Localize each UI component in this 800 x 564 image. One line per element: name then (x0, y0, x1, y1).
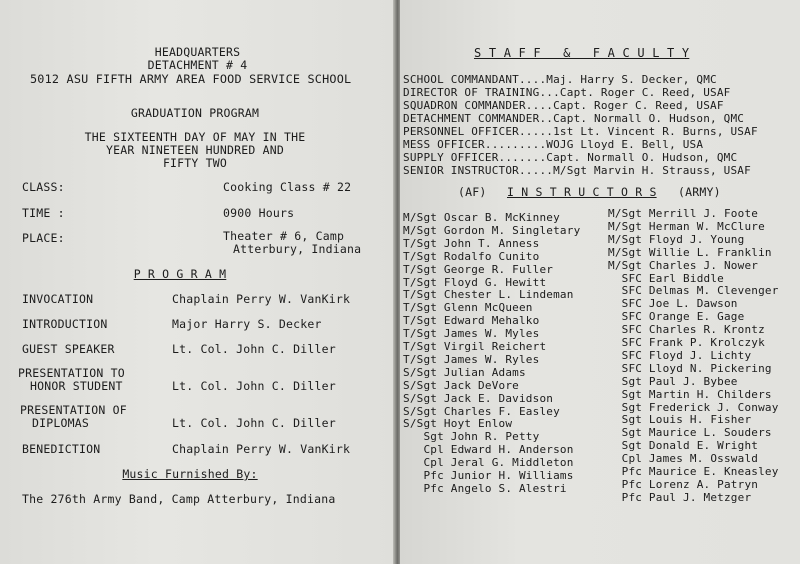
time-label: TIME : (22, 206, 65, 220)
instructor-entry: S/Sgt Charles F. Easley (403, 404, 560, 418)
date-line: THE SIXTEENTH DAY OF MAY IN THE (84, 130, 306, 144)
staff-line: SENIOR INSTRUCTOR.....M/Sgt Marvin H. Strauss, USAF (403, 164, 751, 177)
instructor-entry: S/Sgt Jack E. Davidson (403, 391, 554, 405)
date-line: FIFTY TWO (162, 156, 228, 170)
instructor-entry: SFC Charles R. Krontz (608, 323, 765, 337)
instructor-entry: SFC Delmas M. Clevenger (608, 284, 779, 298)
program-item: HONOR STUDENT (30, 379, 123, 393)
instructor-entry: SFC Frank P. Krolczyk (608, 336, 765, 349)
instructor-entry: Sgt Martin H. Childers (608, 387, 772, 401)
program-heading: P R O G R A M (133, 267, 227, 281)
staff-line: SCHOOL COMMANDANT....Maj. Harry S. Decker, QMC (403, 73, 717, 86)
instructor-entry: Pfc Angelo S. Alestri (403, 481, 567, 495)
instructor-entry: Sgt John R. Petty (403, 430, 540, 444)
staff-line: SQUADRON COMMANDER....Capt. Roger C. Reed, USAF (403, 99, 724, 112)
instructor-entry: M/Sgt Gordon M. Singletary (403, 223, 581, 237)
header-line: HEADQUARTERS (154, 45, 241, 59)
instructor-entry: T/Sgt Chester L. Lindeman (403, 288, 574, 302)
left-page (0, 0, 395, 564)
instructor-entry: SFC Orange E. Gage (608, 310, 745, 324)
instructor-entry: Pfc Junior H. Williams (403, 469, 574, 482)
program-person: Lt. Col. John C. Diller (172, 342, 336, 356)
instructor-entry: T/Sgt James W. Ryles (403, 352, 540, 366)
header-line: 5012 ASU FIFTH ARMY AREA FOOD SERVICE SCHOOL (30, 72, 352, 86)
instructor-entry: T/Sgt Edward Mehalko (403, 314, 540, 328)
instructors-heading: I N S T R U C T O R S (507, 185, 657, 199)
music-heading: Music Furnished By: (122, 467, 258, 481)
instructor-entry: T/Sgt John T. Anness (403, 236, 540, 250)
place-value: Theater # 6, Camp (223, 229, 345, 243)
class-value: Cooking Class # 22 (223, 180, 352, 194)
place-label: PLACE: (22, 231, 65, 245)
class-label: CLASS: (22, 180, 65, 194)
instructor-entry: Cpl James M. Osswald (608, 452, 759, 466)
instructor-entry: T/Sgt Floyd G. Hewitt (403, 275, 547, 289)
program-subtitle: GRADUATION PROGRAM (130, 106, 260, 120)
instructor-entry: Sgt Frederick J. Conway (608, 400, 779, 414)
program-person: Lt. Col. John C. Diller (172, 379, 336, 393)
header-line: DETACHMENT # 4 (147, 58, 248, 72)
program-person: Major Harry S. Decker (172, 317, 322, 331)
instructor-entry: Pfc Maurice E. Kneasley (608, 465, 779, 478)
place-value: Atterbury, Indiana (233, 242, 362, 256)
program-person: Chaplain Perry W. VanKirk (172, 442, 351, 456)
program-person: Chaplain Perry W. VanKirk (172, 292, 351, 306)
program-item: INVOCATION (22, 292, 94, 306)
instructor-entry: Cpl Jeral G. Middleton (403, 456, 574, 470)
instructor-entry: M/Sgt Merrill J. Foote (608, 207, 759, 220)
instructor-entry: T/Sgt Glenn McQueen (403, 301, 533, 315)
instructor-entry: SFC Earl Biddle (608, 271, 724, 285)
instructor-entry: SFC Joe L. Dawson (608, 297, 738, 311)
program-person: Lt. Col. John C. Diller (172, 416, 336, 430)
program-item: GUEST SPEAKER (22, 342, 115, 356)
time-value: 0900 Hours (223, 206, 295, 220)
army-tag: (ARMY) (678, 185, 721, 199)
instructor-entry: Sgt Donald E. Wright (608, 439, 759, 453)
instructor-entry: Sgt Paul J. Bybee (608, 374, 738, 388)
program-item: PRESENTATION OF (20, 403, 127, 417)
program-item: INTRODUCTION (22, 317, 108, 331)
instructor-entry: S/Sgt Jack DeVore (403, 378, 519, 392)
program-item: BENEDICTION (22, 442, 101, 456)
instructor-entry: T/Sgt James W. Myles (403, 327, 540, 341)
instructor-entry: Sgt Louis H. Fisher (608, 413, 752, 427)
staff-line: SUPPLY OFFICER.......Capt. Normall O. Hudson, QMC (403, 151, 738, 164)
instructor-entry: M/Sgt Willie L. Franklin (608, 245, 772, 259)
staff-heading: S T A F F & F A C U L T Y (474, 46, 690, 60)
instructor-entry: M/Sgt Charles J. Nower (608, 258, 759, 272)
date-line: YEAR NINETEEN HUNDRED AND (105, 143, 285, 157)
instructor-entry: M/Sgt Floyd J. Young (608, 232, 745, 246)
instructor-entry: S/Sgt Julian Adams (403, 365, 526, 379)
instructor-entry: T/Sgt George R. Fuller (403, 262, 554, 276)
instructor-entry: Pfc Lorenz A. Patryn (608, 477, 759, 491)
instructor-entry: T/Sgt Rodalfo Cunito (403, 249, 540, 263)
instructor-entry: Sgt Maurice L. Souders (608, 426, 772, 440)
instructor-entry: SFC Floyd J. Lichty (608, 348, 752, 362)
program-item: PRESENTATION TO (18, 366, 125, 380)
staff-line: MESS OFFICER.........WOJG Lloyd E. Bell, USA (403, 138, 704, 151)
instructor-entry: M/Sgt Oscar B. McKinney (403, 211, 560, 224)
instructor-entry: M/Sgt Herman W. McClure (608, 219, 765, 233)
program-item: DIPLOMAS (32, 416, 89, 430)
af-tag: (AF) (458, 185, 487, 199)
instructor-entry: Pfc Paul J. Metzger (608, 490, 752, 504)
right-page (400, 0, 800, 564)
staff-line: DIRECTOR OF TRAINING...Capt. Roger C. Reed, USAF (403, 86, 731, 99)
instructor-entry: SFC Lloyd N. Pickering (608, 361, 772, 375)
staff-line: DETACHMENT COMMANDER..Capt. Normall O. Hudson, QMC (403, 112, 745, 125)
instructor-entry: S/Sgt Hoyt Enlow (403, 417, 513, 431)
staff-line: PERSONNEL OFFICER.....1st Lt. Vincent R. Burns, USAF (403, 125, 758, 138)
music-credit: The 276th Army Band, Camp Atterbury, Indiana (22, 492, 336, 506)
instructor-entry: Cpl Edward H. Anderson (403, 443, 574, 457)
instructor-entry: T/Sgt Virgil Reichert (403, 340, 547, 353)
